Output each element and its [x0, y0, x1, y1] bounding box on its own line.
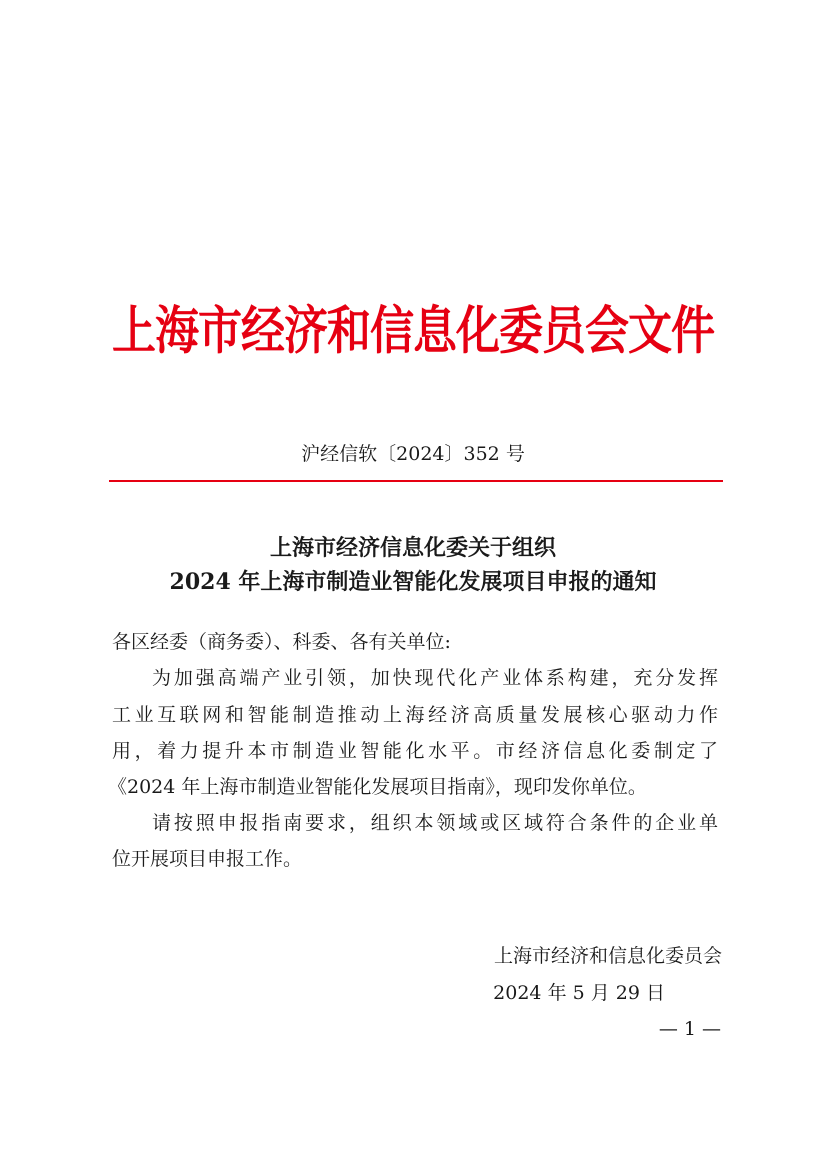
notice-title [0, 531, 826, 599]
red-divider [109, 480, 723, 482]
body-paragraph-2-line-2: 位开展项目申报工作。 [112, 848, 303, 870]
notice-title-line-1: 上海市经济信息化委关于组织 [269, 535, 556, 561]
org-header-title: 上海市经济和信息化委员会文件 [112, 301, 714, 362]
issue-date: 2024 年 5 月 29 日 [493, 982, 665, 1004]
body-paragraph-2-line-1: 请按照申报指南要求，组织本领域或区域符合条件的企业单 [152, 812, 718, 834]
page-number: — 1 — [658, 1018, 721, 1040]
addressee: 各区经委（商务委）、科委、各有关单位: [112, 631, 451, 653]
notice-title-line-2: 2024 年上海市制造业智能化发展项目申报的通知 [169, 569, 657, 595]
body-paragraph-1-line-1: 为加强高端产业引领，加快现代化产业体系构建，充分发挥 [152, 667, 718, 689]
body-paragraph-1-line-4: 《2024 年上海市制造业智能化发展项目指南》，现印发你单位。 [108, 776, 647, 798]
body-paragraph-1-line-3: 用，着力提升本市制造业智能化水平。市经济信息化委制定了 [112, 740, 718, 762]
issuing-authority: 上海市经济和信息化委员会 [493, 945, 722, 967]
document-number: 沪经信软〔2024〕352 号 [301, 443, 525, 465]
body-paragraph-1-line-2: 工业互联网和智能制造推动上海经济高质量发展核心驱动力作 [112, 704, 718, 726]
